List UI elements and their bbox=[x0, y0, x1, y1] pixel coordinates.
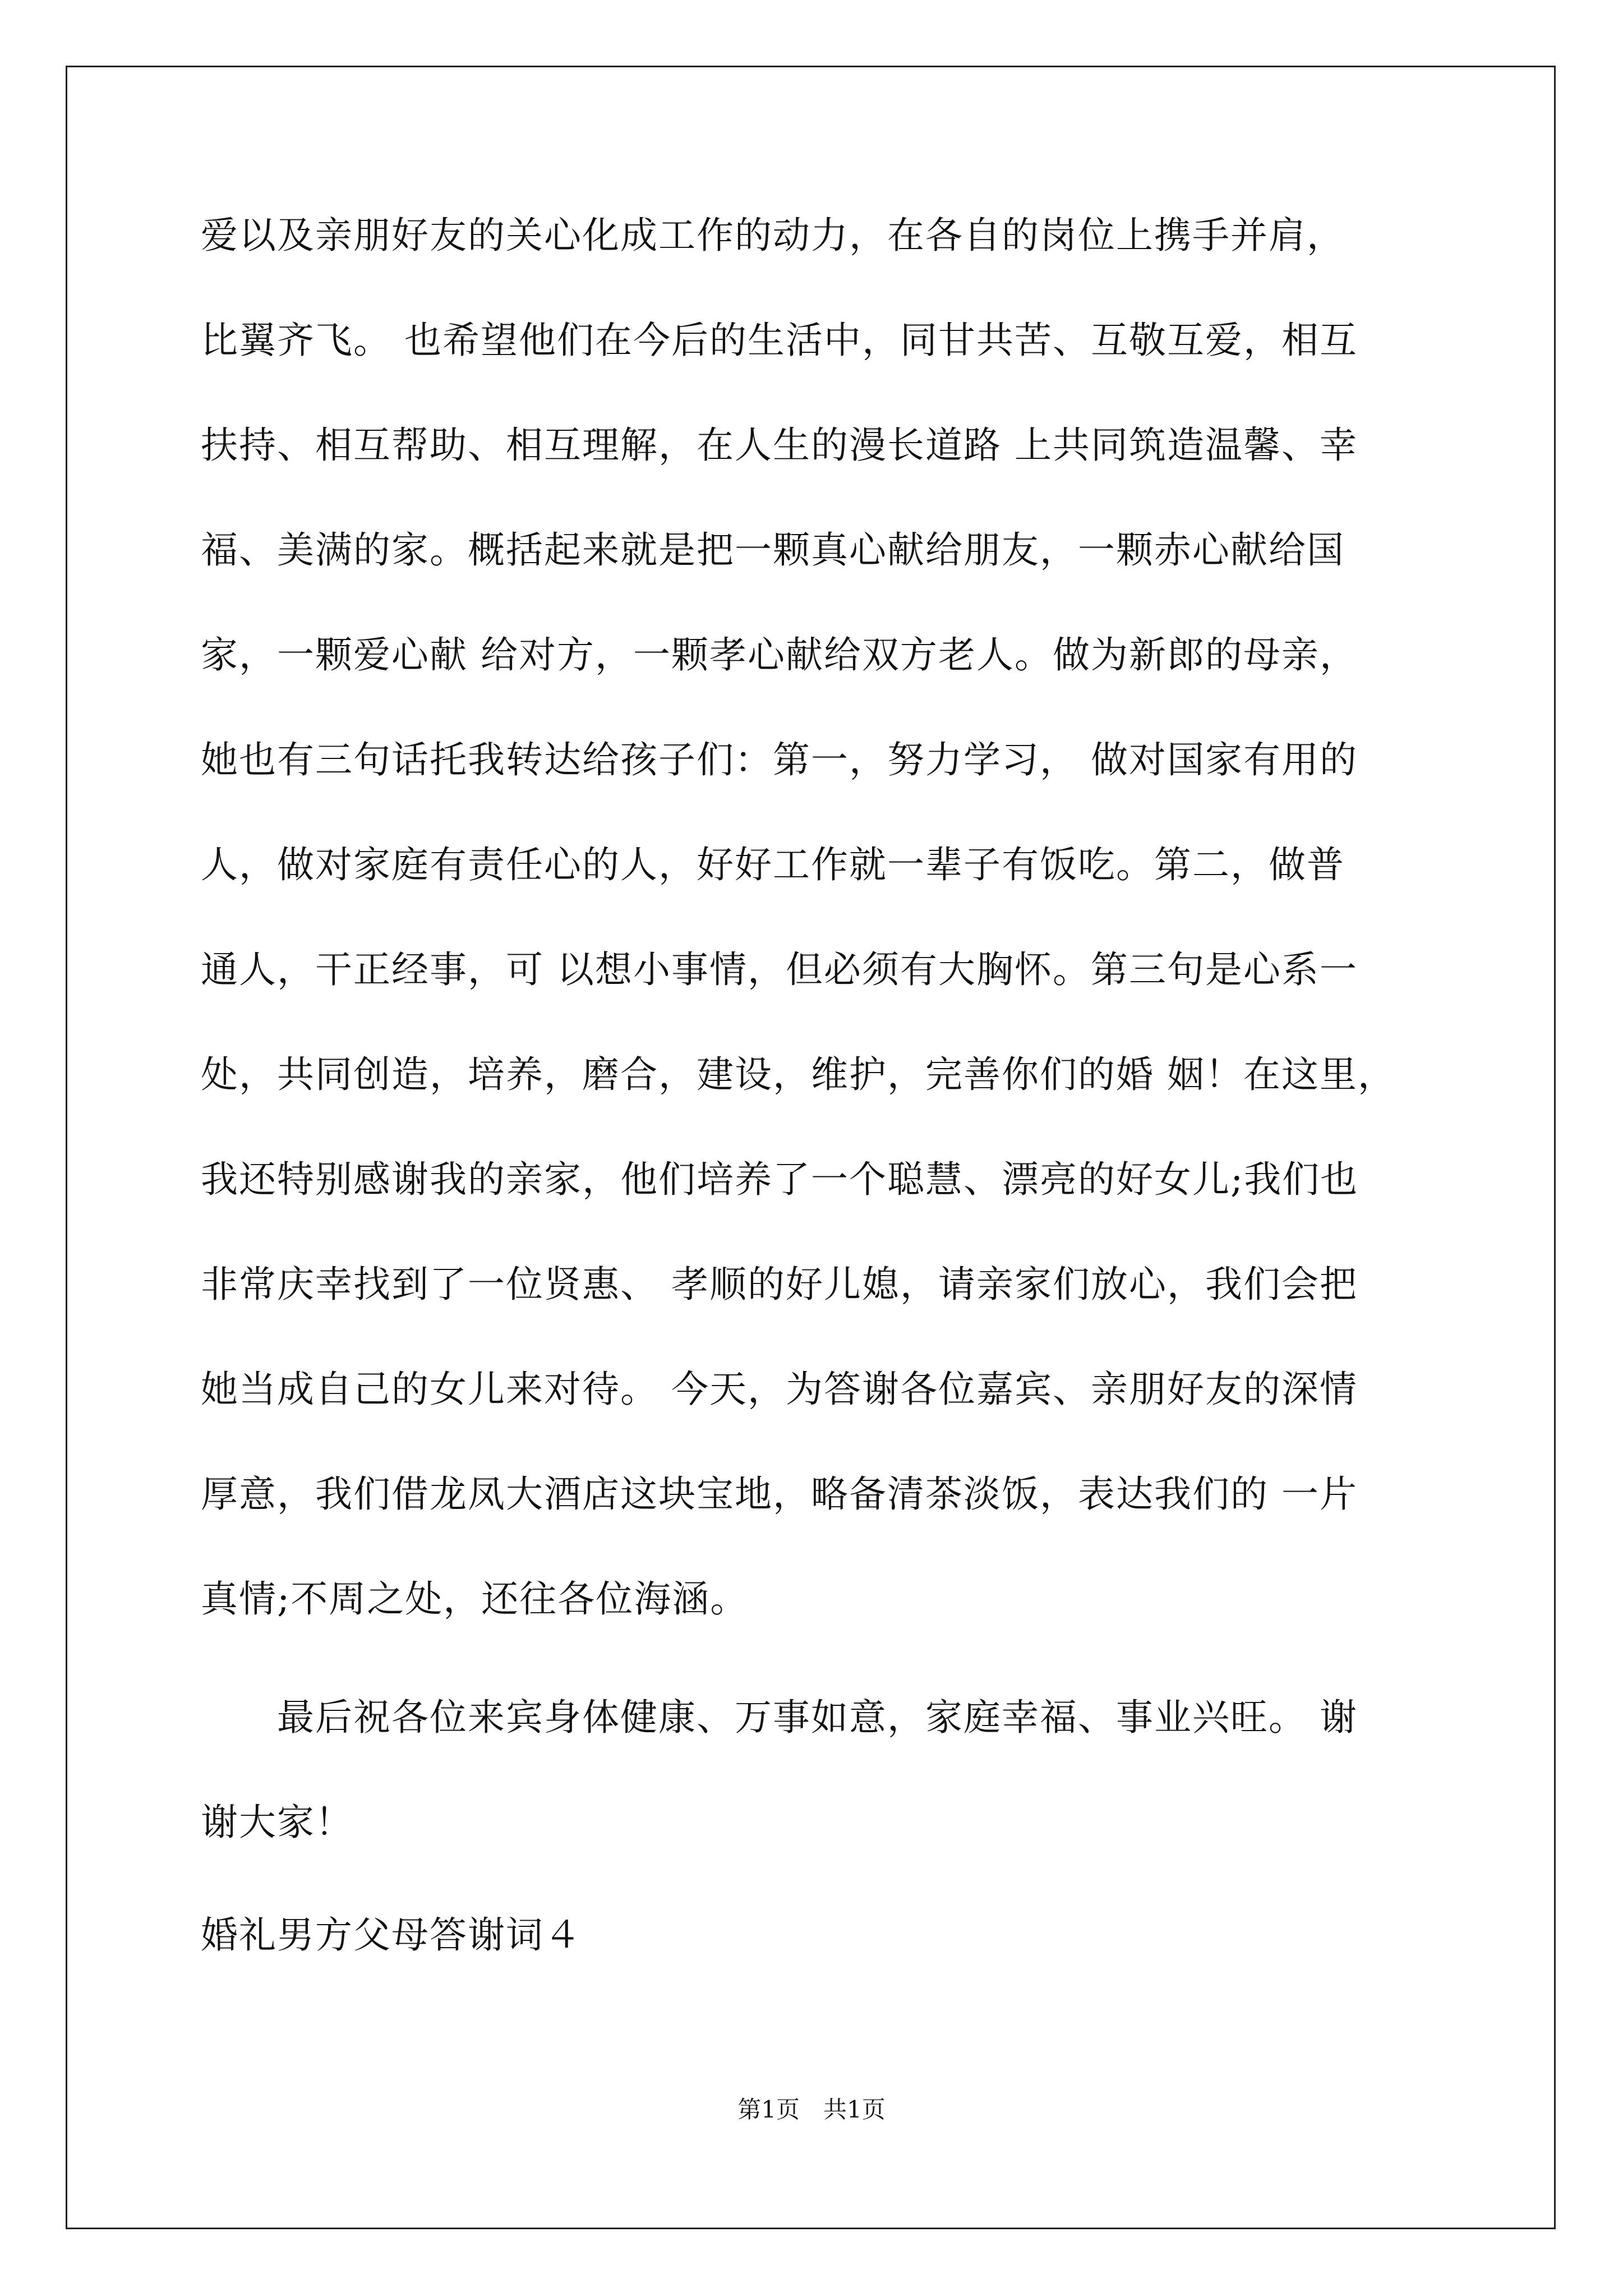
text-line: 处，共同创造，培养，磨合，建设，维护，完善你们的婚 姻！在这里， bbox=[201, 1053, 1396, 1096]
page-footer: 第1页 共1页 bbox=[737, 2096, 886, 2123]
page-border bbox=[66, 66, 1556, 2229]
text-line: 真情;不周之处，还往各位海涵。 bbox=[201, 1577, 749, 1621]
text-line: 非常庆幸找到了一位贤惠、 孝顺的好儿媳，请亲家们放心，我们会把 bbox=[201, 1263, 1358, 1306]
text-line: 她当成自己的女儿来对待。 今天，为答谢各位嘉宾、亲朋好友的深情 bbox=[201, 1368, 1358, 1411]
text-line: 爱以及亲朋好友的关心化成工作的动力，在各自的岗位上携手并肩， bbox=[201, 214, 1345, 257]
section-heading: 婚礼男方父母答谢词４ bbox=[201, 1913, 582, 1957]
text-line: 福、美满的家。概括起来就是把一颗真心献给朋友，一颗赤心献给国 bbox=[201, 528, 1345, 572]
text-line: 人，做对家庭有责任心的人，好好工作就一辈子有饭吃。第二，做普 bbox=[201, 843, 1345, 886]
text-line: 我还特别感谢我的亲家，他们培养了一个聪慧、漂亮的好女儿;我们也 bbox=[201, 1158, 1359, 1201]
text-line: 谢大家！ bbox=[201, 1801, 353, 1844]
text-line: 最后祝各位来宾身体健康、万事如意，家庭幸福、事业兴旺。 谢 bbox=[201, 1696, 1358, 1739]
text-line: 厚意，我们借龙凤大酒店这块宝地，略备清茶淡饭，表达我们的 一片 bbox=[201, 1473, 1358, 1516]
text-line: 比翼齐飞。 也希望他们在今后的生活中，同甘共苦、互敬互爱，相互 bbox=[201, 319, 1358, 362]
text-line: 家，一颗爱心献 给对方，一颗孝心献给双方老人。做为新郎的母亲， bbox=[201, 633, 1358, 677]
text-line: 她也有三句话托我转达给孩子们：第一，努力学习， 做对国家有用的 bbox=[201, 738, 1358, 781]
text-line: 通人，干正经事，可 以想小事情，但必须有大胸怀。第三句是心系一 bbox=[201, 948, 1358, 991]
text-line: 扶持、相互帮助、相互理解，在人生的漫长道路 上共同筑造温馨、幸 bbox=[201, 424, 1358, 467]
